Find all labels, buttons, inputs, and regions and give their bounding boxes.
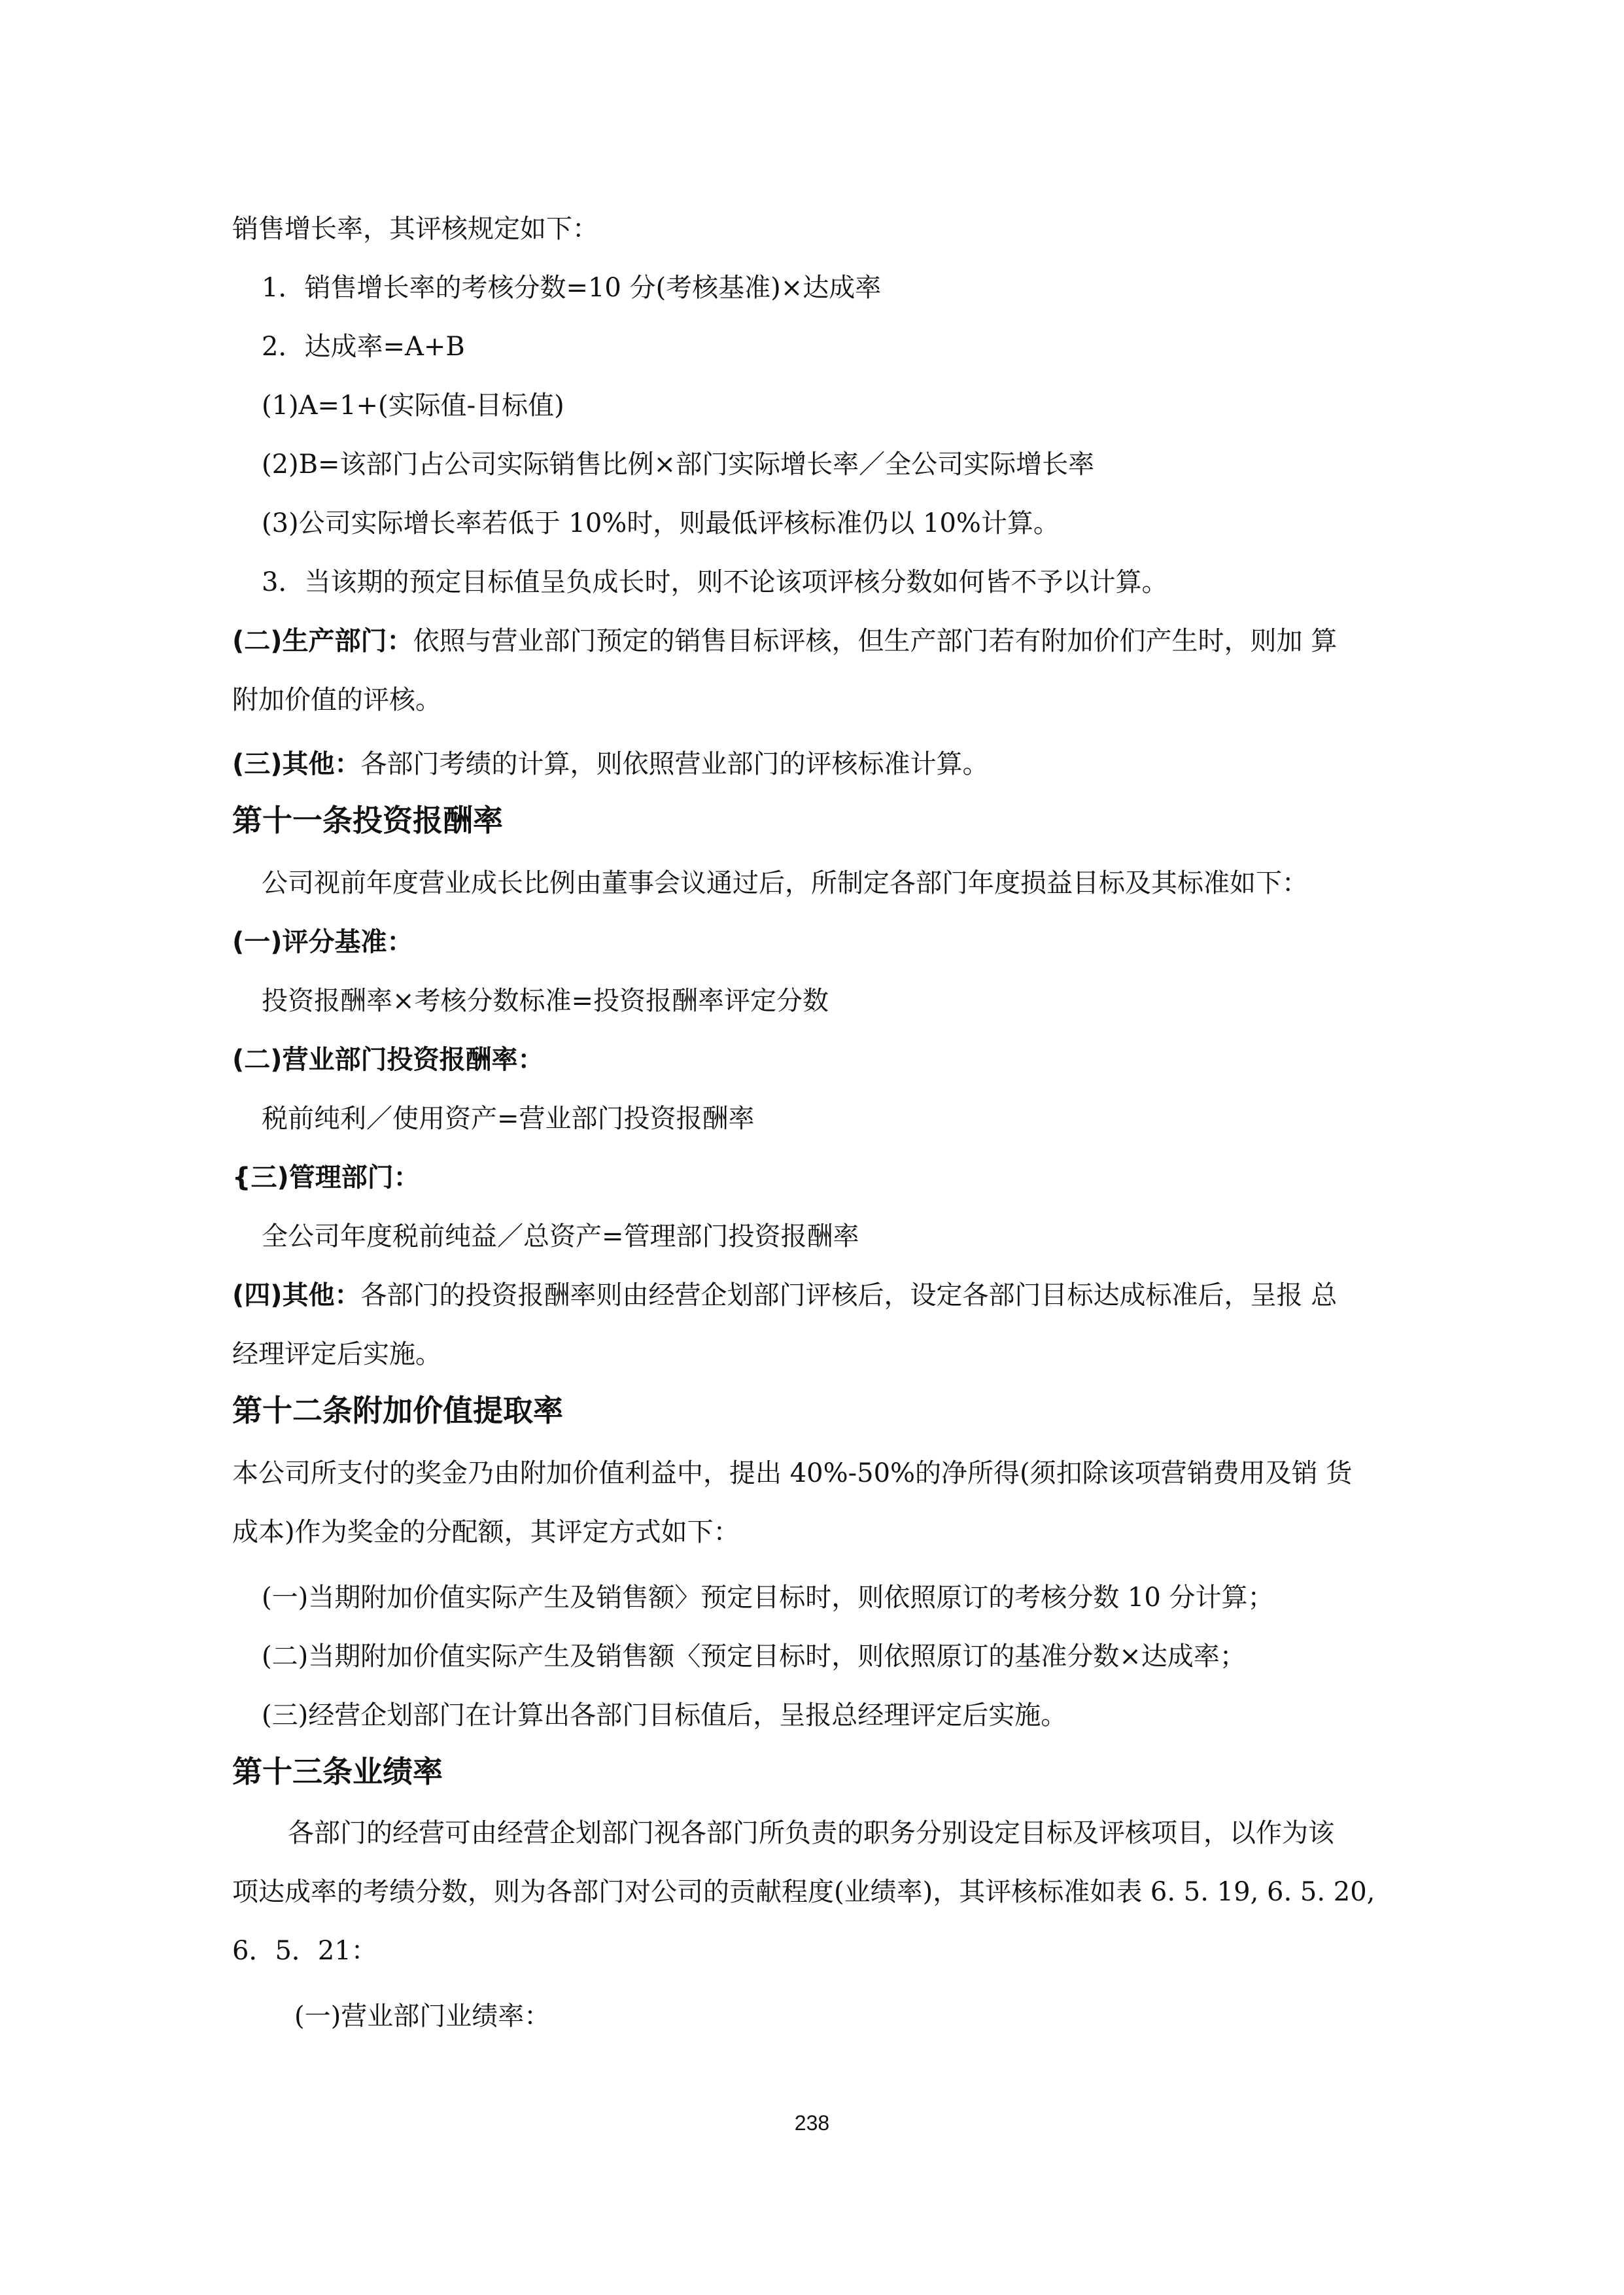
sales-sub-1: (1)A=1+(实际值-目标值) xyxy=(262,391,564,421)
article-13-paragraph-3: 6．5．21： xyxy=(232,1936,377,1966)
article-11-section-1-label: (一)评分基准： xyxy=(232,927,413,957)
sales-sub-2: (2)B=该部门占公司实际销售比例×部门实际增长率／全公司实际增长率 xyxy=(262,449,1095,480)
article-12-title: 第十二条附加价值提取率 xyxy=(232,1393,563,1428)
article-11-section-1-text: 投资报酬率×考核分数标准=投资报酬率评定分数 xyxy=(262,986,829,1016)
page-number: 238 xyxy=(794,2111,830,2135)
article-11-section-4 xyxy=(232,1280,1337,1311)
intro-line: 销售增长率，其评核规定如下： xyxy=(232,214,598,244)
other-label: (三)其他： xyxy=(232,749,361,779)
production-text-1: 依照与营业部门预定的销售目标评核，但生产部门若有附加价们产生时，则加 算 xyxy=(413,626,1338,656)
article-11-section-4-text-2: 经理评定后实施。 xyxy=(232,1339,441,1369)
other-paragraph xyxy=(232,748,989,780)
article-12-item-2: (二)当期附加价值实际产生及销售额〈预定目标时，则依照原订的基准分数×达成率； xyxy=(262,1641,1246,1672)
sales-item-1: 1．销售增长率的考核分数=10 分(考核基准)×达成率 xyxy=(262,273,882,303)
sales-sub-3: (3)公司实际增长率若低于 10%时，则最低评核标准仍以 10%计算。 xyxy=(262,508,1060,538)
production-paragraph xyxy=(232,625,1337,657)
article-13-section-1: (一)营业部门业绩率： xyxy=(294,2001,551,2031)
article-11-intro: 公司视前年度营业成长比例由董事会议通过后，所制定各部门年度损益目标及其标准如下： xyxy=(262,868,1308,898)
article-11-section-3-label: {三)管理部门： xyxy=(232,1163,420,1193)
article-13-paragraph-1: 各部门的经营可由经营企划部门视各部门所负责的职务分别设定目标及评核项目，以作为该 xyxy=(288,1818,1334,1848)
article-13-title: 第十三条业绩率 xyxy=(232,1754,443,1789)
article-12-paragraph-1: 本公司所支付的奖金乃由附加价值利益中，提出 40%-50%的净所得(须扣除该项营销费用及销 货 xyxy=(232,1458,1353,1488)
article-11-section-4-text-1: 各部门的投资报酬率则由经营企划部门评核后，设定各部门目标达成标准后，呈报 总 xyxy=(360,1280,1338,1310)
article-12-item-1: (一)当期附加价值实际产生及销售额〉预定目标时，则依照原订的考核分数 10 分计算； xyxy=(262,1583,1274,1613)
article-11-section-2-text: 税前纯利／使用资产=营业部门投资报酬率 xyxy=(262,1104,755,1134)
production-label: (二)生产部门： xyxy=(232,626,413,656)
sales-item-3: 3．当该期的预定目标值呈负成长时，则不论该项评核分数如何皆不予以计算。 xyxy=(262,567,1168,597)
sales-item-2: 2．达成率=A+B xyxy=(262,332,465,362)
article-12-item-3: (三)经营企划部门在计算出各部门目标值后，呈报总经理评定后实施。 xyxy=(262,1700,1067,1730)
article-11-section-4-label: (四)其他： xyxy=(232,1280,361,1310)
article-11-section-3-text: 全公司年度税前纯益／总资产=管理部门投资报酬率 xyxy=(262,1221,859,1252)
article-11-section-2-label: (二)营业部门投资报酬率： xyxy=(232,1045,544,1075)
article-11-title: 第十一条投资报酬率 xyxy=(232,803,503,838)
article-13-paragraph-2: 项达成率的考绩分数，则为各部门对公司的贡献程度(业绩率)，其评核标准如表 6. 5. 19, 6. 5. 20, xyxy=(232,1877,1375,1907)
article-12-paragraph-2: 成本)作为奖金的分配额，其评定方式如下： xyxy=(232,1517,740,1547)
production-text-2: 附加价值的评核。 xyxy=(232,685,441,715)
other-text: 各部门考绩的计算，则依照营业部门的评核标准计算。 xyxy=(360,749,989,779)
